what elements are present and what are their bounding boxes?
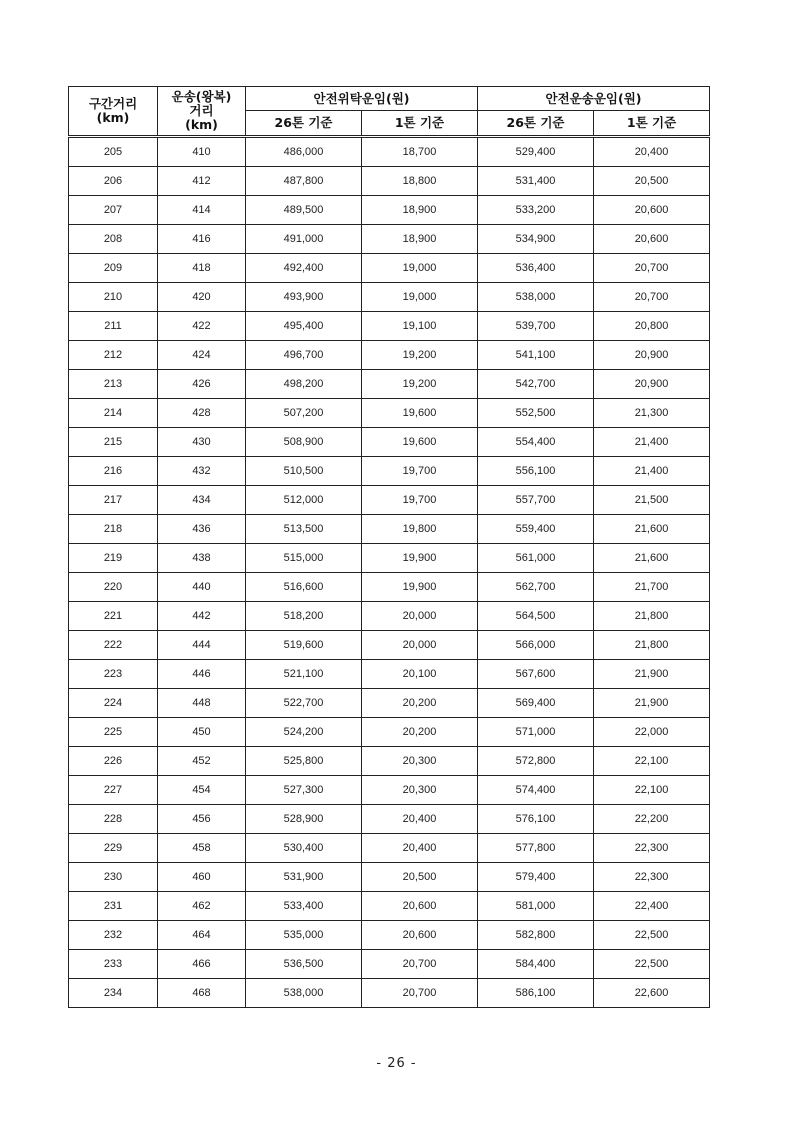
consign-26ton-cell: 495,400	[246, 312, 362, 341]
transport-distance-cell: 436	[158, 515, 246, 544]
consign-26ton-cell: 536,500	[246, 950, 362, 979]
consign-26ton-cell: 507,200	[246, 399, 362, 428]
consign-26ton-cell: 519,600	[246, 631, 362, 660]
consign-1ton-cell: 20,200	[362, 689, 478, 718]
table-row	[69, 660, 710, 689]
transport-26ton-cell: 579,400	[478, 863, 594, 892]
section-distance-cell: 214	[69, 399, 158, 428]
table-row	[69, 312, 710, 341]
section-distance-cell: 231	[69, 892, 158, 921]
transport-1ton-cell: 21,300	[594, 399, 710, 428]
transport-distance-cell: 412	[158, 167, 246, 196]
section-distance-cell: 225	[69, 718, 158, 747]
section-distance-cell: 232	[69, 921, 158, 950]
transport-distance-cell: 418	[158, 254, 246, 283]
table-row	[69, 747, 710, 776]
transport-26ton-cell: 572,800	[478, 747, 594, 776]
consign-1ton-cell: 20,000	[362, 602, 478, 631]
table-row	[69, 573, 710, 602]
table-row	[69, 631, 710, 660]
transport-26ton-cell: 557,700	[478, 486, 594, 515]
consign-1ton-cell: 19,900	[362, 544, 478, 573]
consign-1ton-cell: 19,100	[362, 312, 478, 341]
header-transport-1ton: 1톤 기준	[594, 111, 710, 137]
header-consign-1ton: 1톤 기준	[362, 111, 478, 137]
consign-1ton-cell: 19,000	[362, 254, 478, 283]
transport-1ton-cell: 20,900	[594, 341, 710, 370]
table-row	[69, 341, 710, 370]
transport-1ton-cell: 22,300	[594, 863, 710, 892]
section-distance-cell: 212	[69, 341, 158, 370]
transport-1ton-cell: 21,600	[594, 515, 710, 544]
consign-1ton-cell: 19,000	[362, 283, 478, 312]
transport-1ton-cell: 22,400	[594, 892, 710, 921]
transport-distance-cell: 460	[158, 863, 246, 892]
table-row	[69, 137, 710, 167]
consign-26ton-cell: 525,800	[246, 747, 362, 776]
page-number: - 26 -	[376, 1056, 417, 1071]
section-distance-cell: 213	[69, 370, 158, 399]
header-section-distance-unit: (km)	[96, 110, 130, 125]
fare-table	[68, 86, 710, 1008]
consign-1ton-cell: 20,400	[362, 805, 478, 834]
table-row	[69, 979, 710, 1008]
transport-1ton-cell: 22,300	[594, 834, 710, 863]
consign-1ton-cell: 19,800	[362, 515, 478, 544]
transport-26ton-cell: 552,500	[478, 399, 594, 428]
transport-26ton-cell: 562,700	[478, 573, 594, 602]
transport-distance-cell: 438	[158, 544, 246, 573]
transport-1ton-cell: 22,100	[594, 776, 710, 805]
table-header	[69, 87, 710, 137]
transport-distance-cell: 424	[158, 341, 246, 370]
transport-distance-cell: 456	[158, 805, 246, 834]
consign-26ton-cell: 538,000	[246, 979, 362, 1008]
table-row	[69, 457, 710, 486]
consign-26ton-cell: 535,000	[246, 921, 362, 950]
table-row	[69, 834, 710, 863]
transport-distance-cell: 430	[158, 428, 246, 457]
section-distance-cell: 210	[69, 283, 158, 312]
transport-distance-cell: 468	[158, 979, 246, 1008]
transport-distance-cell: 410	[158, 137, 246, 167]
header-section-distance	[69, 87, 158, 137]
transport-26ton-cell: 541,100	[478, 341, 594, 370]
consign-1ton-cell: 20,600	[362, 892, 478, 921]
transport-distance-cell: 442	[158, 602, 246, 631]
consign-26ton-cell: 498,200	[246, 370, 362, 399]
consign-26ton-cell: 510,500	[246, 457, 362, 486]
consign-26ton-cell: 489,500	[246, 196, 362, 225]
transport-distance-cell: 426	[158, 370, 246, 399]
consign-26ton-cell: 508,900	[246, 428, 362, 457]
consign-1ton-cell: 20,500	[362, 863, 478, 892]
section-distance-cell: 211	[69, 312, 158, 341]
consign-1ton-cell: 19,900	[362, 573, 478, 602]
transport-distance-cell: 454	[158, 776, 246, 805]
transport-26ton-cell: 539,700	[478, 312, 594, 341]
transport-1ton-cell: 22,200	[594, 805, 710, 834]
transport-1ton-cell: 21,800	[594, 602, 710, 631]
section-distance-cell: 233	[69, 950, 158, 979]
transport-26ton-cell: 533,200	[478, 196, 594, 225]
table-row	[69, 370, 710, 399]
transport-1ton-cell: 20,600	[594, 196, 710, 225]
consign-26ton-cell: 486,000	[246, 137, 362, 167]
transport-26ton-cell: 581,000	[478, 892, 594, 921]
section-distance-cell: 207	[69, 196, 158, 225]
section-distance-cell: 226	[69, 747, 158, 776]
transport-distance-cell: 462	[158, 892, 246, 921]
consign-26ton-cell: 513,500	[246, 515, 362, 544]
section-distance-cell: 234	[69, 979, 158, 1008]
section-distance-cell: 227	[69, 776, 158, 805]
consign-26ton-cell: 527,300	[246, 776, 362, 805]
transport-26ton-cell: 584,400	[478, 950, 594, 979]
transport-1ton-cell: 21,400	[594, 457, 710, 486]
consign-26ton-cell: 493,900	[246, 283, 362, 312]
consign-1ton-cell: 20,700	[362, 979, 478, 1008]
transport-distance-cell: 458	[158, 834, 246, 863]
consign-26ton-cell: 512,000	[246, 486, 362, 515]
header-transport-distance-unit: (km)	[185, 117, 218, 132]
consign-1ton-cell: 18,900	[362, 225, 478, 254]
transport-26ton-cell: 571,000	[478, 718, 594, 747]
table-row	[69, 921, 710, 950]
section-distance-cell: 228	[69, 805, 158, 834]
consign-26ton-cell: 516,600	[246, 573, 362, 602]
table-row	[69, 196, 710, 225]
header-section-distance-label: 구간거리	[88, 96, 138, 111]
consign-26ton-cell: 515,000	[246, 544, 362, 573]
section-distance-cell: 205	[69, 137, 158, 167]
transport-26ton-cell: 529,400	[478, 137, 594, 167]
transport-26ton-cell: 564,500	[478, 602, 594, 631]
table-row	[69, 602, 710, 631]
transport-1ton-cell: 20,900	[594, 370, 710, 399]
table-body	[69, 137, 710, 1008]
transport-26ton-cell: 586,100	[478, 979, 594, 1008]
transport-26ton-cell: 576,100	[478, 805, 594, 834]
transport-1ton-cell: 20,700	[594, 283, 710, 312]
table-row	[69, 805, 710, 834]
transport-1ton-cell: 21,600	[594, 544, 710, 573]
transport-distance-cell: 444	[158, 631, 246, 660]
transport-distance-cell: 448	[158, 689, 246, 718]
transport-1ton-cell: 22,100	[594, 747, 710, 776]
transport-distance-cell: 420	[158, 283, 246, 312]
header-transport-26ton: 26톤 기준	[478, 111, 594, 137]
table-row	[69, 892, 710, 921]
consign-26ton-cell: 522,700	[246, 689, 362, 718]
transport-1ton-cell: 22,000	[594, 718, 710, 747]
transport-1ton-cell: 21,800	[594, 631, 710, 660]
consign-1ton-cell: 18,800	[362, 167, 478, 196]
section-distance-cell: 215	[69, 428, 158, 457]
section-distance-cell: 224	[69, 689, 158, 718]
transport-distance-cell: 422	[158, 312, 246, 341]
transport-26ton-cell: 536,400	[478, 254, 594, 283]
transport-26ton-cell: 566,000	[478, 631, 594, 660]
transport-26ton-cell: 559,400	[478, 515, 594, 544]
consign-1ton-cell: 20,400	[362, 834, 478, 863]
transport-26ton-cell: 582,800	[478, 921, 594, 950]
consign-1ton-cell: 19,600	[362, 428, 478, 457]
table-row	[69, 950, 710, 979]
consign-1ton-cell: 18,900	[362, 196, 478, 225]
consign-26ton-cell: 518,200	[246, 602, 362, 631]
consign-1ton-cell: 19,200	[362, 370, 478, 399]
table-row	[69, 428, 710, 457]
transport-26ton-cell: 577,800	[478, 834, 594, 863]
table-row	[69, 283, 710, 312]
transport-1ton-cell: 21,700	[594, 573, 710, 602]
section-distance-cell: 219	[69, 544, 158, 573]
transport-1ton-cell: 21,400	[594, 428, 710, 457]
consign-26ton-cell: 487,800	[246, 167, 362, 196]
transport-distance-cell: 446	[158, 660, 246, 689]
table-row	[69, 544, 710, 573]
header-transport-distance	[158, 87, 246, 137]
header-transport-distance-line2: 거리	[189, 103, 214, 118]
consign-1ton-cell: 20,200	[362, 718, 478, 747]
transport-1ton-cell: 20,700	[594, 254, 710, 283]
consign-1ton-cell: 20,700	[362, 950, 478, 979]
section-distance-cell: 221	[69, 602, 158, 631]
table-row	[69, 167, 710, 196]
consign-1ton-cell: 20,600	[362, 921, 478, 950]
transport-distance-cell: 464	[158, 921, 246, 950]
consign-1ton-cell: 18,700	[362, 137, 478, 167]
transport-distance-cell: 414	[158, 196, 246, 225]
header-group-consign-fare: 안전위탁운임(원)	[246, 87, 478, 111]
consign-26ton-cell: 496,700	[246, 341, 362, 370]
consign-26ton-cell: 524,200	[246, 718, 362, 747]
transport-1ton-cell: 21,900	[594, 689, 710, 718]
transport-26ton-cell: 561,000	[478, 544, 594, 573]
transport-26ton-cell: 569,400	[478, 689, 594, 718]
section-distance-cell: 218	[69, 515, 158, 544]
transport-26ton-cell: 531,400	[478, 167, 594, 196]
transport-1ton-cell: 21,900	[594, 660, 710, 689]
transport-26ton-cell: 534,900	[478, 225, 594, 254]
header-transport-distance-line1: 운송(왕복)	[171, 89, 232, 104]
section-distance-cell: 208	[69, 225, 158, 254]
table-row	[69, 254, 710, 283]
section-distance-cell: 209	[69, 254, 158, 283]
consign-26ton-cell: 531,900	[246, 863, 362, 892]
table-row	[69, 486, 710, 515]
consign-1ton-cell: 20,100	[362, 660, 478, 689]
transport-distance-cell: 432	[158, 457, 246, 486]
transport-26ton-cell: 538,000	[478, 283, 594, 312]
transport-distance-cell: 466	[158, 950, 246, 979]
header-consign-26ton: 26톤 기준	[246, 111, 362, 137]
section-distance-cell: 229	[69, 834, 158, 863]
section-distance-cell: 217	[69, 486, 158, 515]
transport-distance-cell: 440	[158, 573, 246, 602]
consign-26ton-cell: 491,000	[246, 225, 362, 254]
section-distance-cell: 223	[69, 660, 158, 689]
consign-26ton-cell: 492,400	[246, 254, 362, 283]
transport-26ton-cell: 567,600	[478, 660, 594, 689]
transport-1ton-cell: 20,500	[594, 167, 710, 196]
section-distance-cell: 230	[69, 863, 158, 892]
transport-26ton-cell: 542,700	[478, 370, 594, 399]
consign-1ton-cell: 20,300	[362, 776, 478, 805]
transport-1ton-cell: 22,500	[594, 950, 710, 979]
consign-1ton-cell: 20,000	[362, 631, 478, 660]
transport-distance-cell: 434	[158, 486, 246, 515]
transport-1ton-cell: 21,500	[594, 486, 710, 515]
consign-26ton-cell: 530,400	[246, 834, 362, 863]
transport-1ton-cell: 22,500	[594, 921, 710, 950]
transport-1ton-cell: 20,800	[594, 312, 710, 341]
section-distance-cell: 216	[69, 457, 158, 486]
consign-1ton-cell: 19,600	[362, 399, 478, 428]
transport-1ton-cell: 20,400	[594, 137, 710, 167]
section-distance-cell: 206	[69, 167, 158, 196]
table-row	[69, 776, 710, 805]
transport-1ton-cell: 20,600	[594, 225, 710, 254]
table-row	[69, 863, 710, 892]
transport-1ton-cell: 22,600	[594, 979, 710, 1008]
consign-26ton-cell: 528,900	[246, 805, 362, 834]
transport-distance-cell: 452	[158, 747, 246, 776]
consign-1ton-cell: 19,200	[362, 341, 478, 370]
consign-1ton-cell: 20,300	[362, 747, 478, 776]
table-row	[69, 718, 710, 747]
consign-1ton-cell: 19,700	[362, 486, 478, 515]
consign-26ton-cell: 533,400	[246, 892, 362, 921]
section-distance-cell: 220	[69, 573, 158, 602]
table-row	[69, 689, 710, 718]
transport-distance-cell: 428	[158, 399, 246, 428]
transport-distance-cell: 416	[158, 225, 246, 254]
table-row	[69, 515, 710, 544]
header-group-transport-fare: 안전운송운임(원)	[478, 87, 710, 111]
table-row	[69, 225, 710, 254]
consign-26ton-cell: 521,100	[246, 660, 362, 689]
table-row	[69, 399, 710, 428]
consign-1ton-cell: 19,700	[362, 457, 478, 486]
transport-26ton-cell: 556,100	[478, 457, 594, 486]
section-distance-cell: 222	[69, 631, 158, 660]
transport-distance-cell: 450	[158, 718, 246, 747]
transport-26ton-cell: 554,400	[478, 428, 594, 457]
transport-26ton-cell: 574,400	[478, 776, 594, 805]
